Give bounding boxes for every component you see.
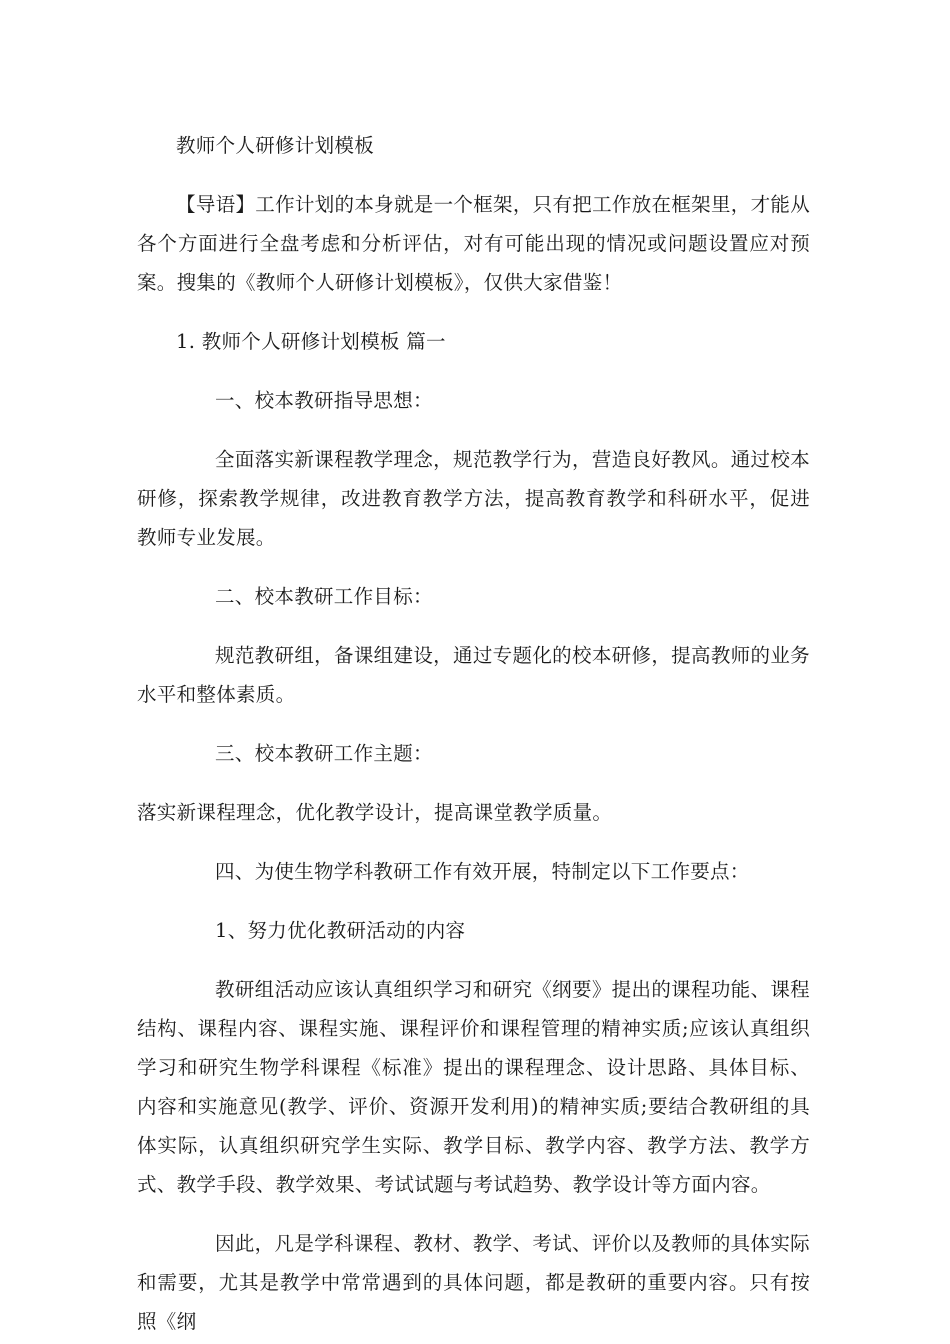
heading-work-goal: 二、校本教研工作目标： [215, 585, 433, 608]
paragraph-optimize-content: 教研组活动应该认真组织学习和研究《纲要》提出的课程功能、课程结构、课程内容、课程实施、课程评价和课程管理的精神实质;应该认真组织学习和研究生物学科课程《标准》提出的课程理念、设计思路、具体目标、内容和实施意见(教学、评价、资源开发利用)的精神实质;要结合教研组的具体实际，认真组织研究学生实际、教学目标、教学内容、教学方法、教学方式、教学手段、教学效果、考试试题与考试趋势、教学设计等方面内容。 [137, 978, 810, 1196]
paragraph-therefore: 因此，凡是学科课程、教材、教学、考试、评价以及教师的具体实际和需要，尤其是教学中常常遇到的具体问题，都是教研的重要内容。只有按照《纲 [137, 1232, 810, 1333]
intro-paragraph: 【导语】工作计划的本身就是一个框架，只有把工作放在框架里，才能从各个方面进行全盘考虑和分析评估，对有可能出现的情况或问题设置应对预案。搜集的《教师个人研修计划模板》，仅供大家借鉴！ [137, 193, 810, 294]
heading-guiding-idea: 一、校本教研指导思想： [215, 389, 433, 412]
paragraph-work-theme: 落实新课程理念，优化教学设计，提高课堂教学质量。 [137, 801, 613, 824]
heading-optimize-content: 1、努力优化教研活动的内容 [215, 919, 466, 942]
paragraph-guiding-idea: 全面落实新课程教学理念，规范教学行为，营造良好教风。通过校本研修，探索教学规律，改进教育教学方法，提高教育教学和科研水平，促进教师专业发展。 [137, 448, 810, 549]
document-body [137, 126, 810, 1341]
heading-work-points: 四、为使生物学科教研工作有效开展，特制定以下工作要点： [215, 860, 750, 883]
section-heading: 1. 教师个人研修计划模板 篇一 [176, 330, 446, 353]
heading-work-theme: 三、校本教研工作主题： [215, 742, 433, 765]
document-title: 教师个人研修计划模板 [176, 134, 375, 157]
paragraph-work-goal: 规范教研组，备课组建设，通过专题化的校本研修，提高教师的业务水平和整体素质。 [137, 644, 810, 706]
